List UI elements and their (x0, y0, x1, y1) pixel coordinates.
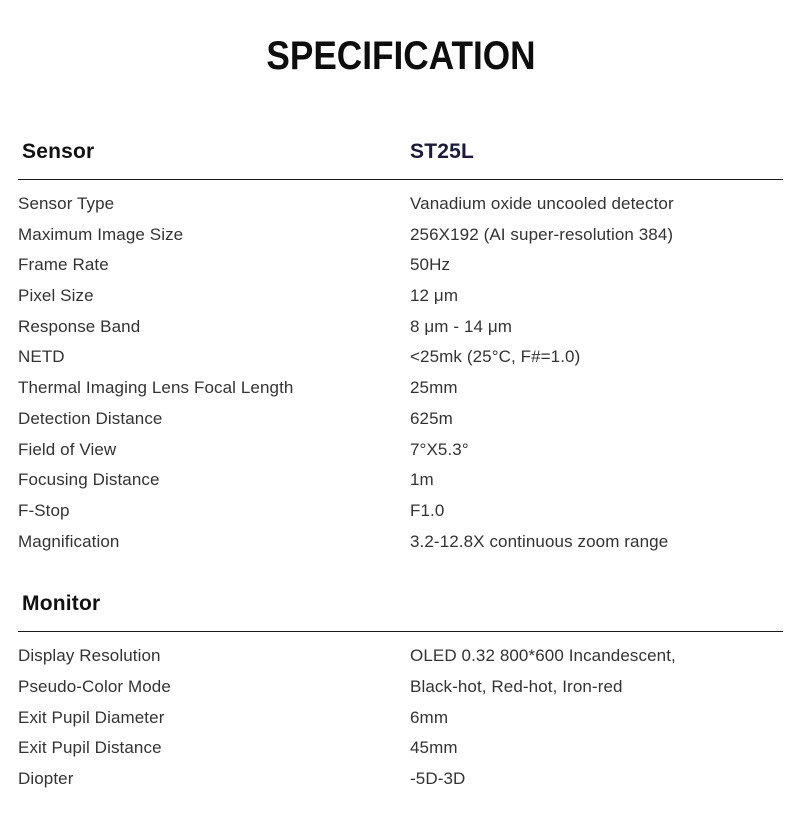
spec-label: Pseudo-Color Mode (18, 676, 171, 696)
table-row (18, 496, 783, 527)
model-name: ST25L (410, 140, 475, 163)
table-row (18, 435, 783, 466)
page-title (18, 34, 783, 78)
spec-value: 45mm (410, 738, 458, 758)
spec-label: NETD (18, 347, 65, 367)
section-header-monitor (18, 591, 783, 617)
table-row (18, 250, 783, 281)
spec-label: Frame Rate (18, 255, 109, 275)
section-header-sensor (18, 139, 783, 165)
page-title-text: SPECIFICATION (265, 34, 536, 78)
spec-label: Thermal Imaging Lens Focal Length (18, 378, 294, 398)
spec-label: Pixel Size (18, 286, 94, 306)
spec-value: -5D-3D (410, 769, 466, 788)
table-row (18, 312, 783, 343)
spec-value: Vanadium oxide uncooled detector (410, 194, 674, 213)
table-row (18, 465, 783, 496)
spec-label: Response Band (18, 316, 141, 336)
spec-label: Focusing Distance (18, 470, 160, 490)
spec-label: Diopter (18, 769, 74, 788)
table-row (18, 189, 783, 220)
spec-label: Field of View (18, 439, 117, 459)
spec-value: F1.0 (410, 500, 445, 520)
spec-value: 12 μm (410, 286, 459, 306)
divider-line-sensor (18, 179, 783, 180)
monitor-spec-table (18, 641, 783, 794)
spec-value: 6mm (410, 707, 449, 727)
table-row (18, 641, 783, 672)
spec-value: 256X192 (AI super-resolution 384) (410, 224, 674, 244)
section-heading-monitor: Monitor (22, 592, 101, 616)
table-row (18, 342, 783, 373)
spec-label: Exit Pupil Distance (18, 738, 162, 758)
spec-value: 3.2-12.8X continuous zoom range (410, 531, 669, 551)
spec-label: Magnification (18, 531, 120, 551)
table-row (18, 281, 783, 312)
spec-value: OLED 0.32 800*600 Incandescent, (410, 646, 676, 666)
spec-label: Maximum Image Size (18, 224, 184, 244)
spec-value: Black-hot, Red-hot, Iron-red (410, 676, 623, 696)
spec-label: F-Stop (18, 500, 70, 520)
spec-value: <25mk (25°C, F#=1.0) (410, 347, 581, 367)
spec-value: 7°X5.3° (410, 439, 469, 459)
table-row (18, 404, 783, 435)
spec-label: Detection Distance (18, 408, 163, 428)
spec-value: 50Hz (410, 255, 451, 275)
spec-value: 625m (410, 408, 453, 428)
spec-value: 8 μm - 14 μm (410, 316, 513, 336)
spec-label: Display Resolution (18, 646, 161, 666)
spec-label: Exit Pupil Diameter (18, 707, 165, 727)
divider-line-monitor (18, 631, 783, 632)
table-row (18, 527, 783, 558)
table-row (18, 373, 783, 404)
table-row (18, 220, 783, 251)
spec-value: 1m (410, 470, 434, 490)
spec-label: Sensor Type (18, 194, 115, 213)
section-heading-sensor: Sensor (22, 140, 95, 163)
table-row (18, 703, 783, 734)
spec-value: 25mm (410, 378, 458, 398)
table-row (18, 672, 783, 703)
table-row (18, 764, 783, 795)
table-row (18, 733, 783, 764)
sensor-spec-table (18, 189, 783, 557)
